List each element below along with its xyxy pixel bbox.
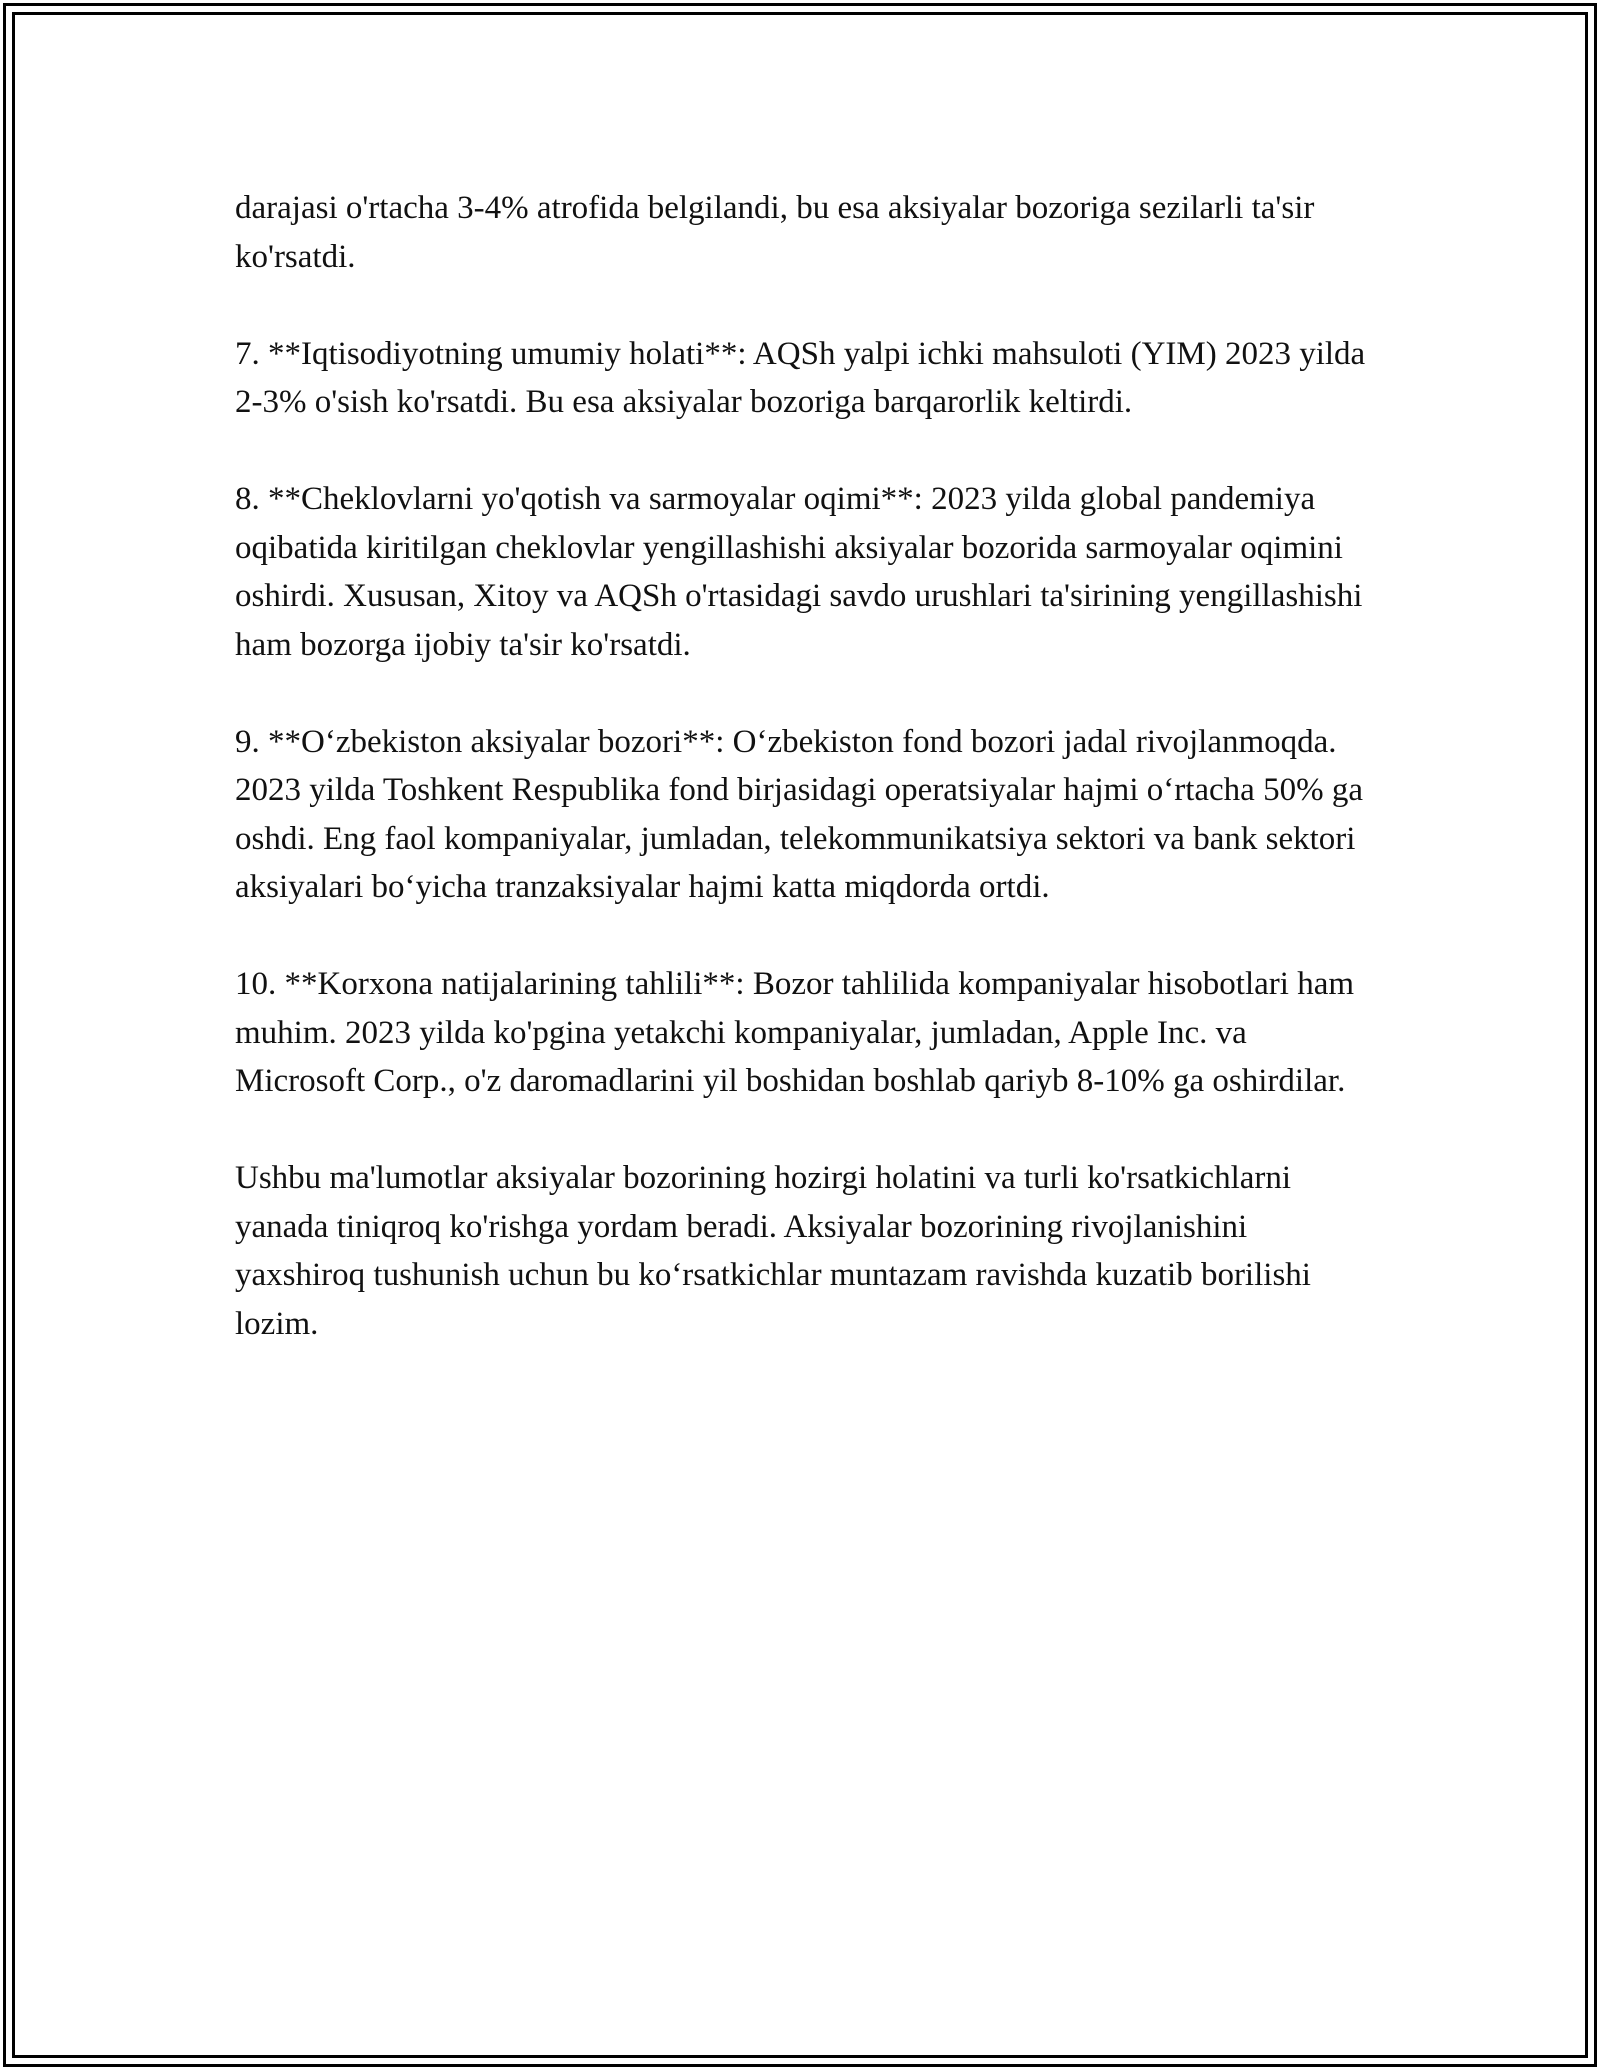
paragraph-continuation: darajasi o'rtacha 3-4% atrofida belgilandi, bu esa aksiyalar bozoriga sezilarli ta'sir ko'rsatdi. <box>235 190 1315 275</box>
paragraph-item-10: 10. **Korxona natijalarining tahlili**: Bozor tahlilida kompaniyalar hisobotlari ham muhim. 2023 yilda ko'pgina yetakchi kompaniyalar, jumladan, Apple Inc. va Microsoft Corp., o'z daromadlarini yil boshidan boshlab qariyb 8-10% ga oshirdilar. <box>235 966 1355 1099</box>
document-body <box>235 184 1380 1348</box>
paragraph-item-8: 8. **Cheklovlarni yo'qotish va sarmoyalar oqimi**: 2023 yilda global pandemiya oqibatida kiritilgan cheklovlar yengillashishi aksiyalar bozorida sarmoyalar oqimini oshirdi. Xususan, Xitoy va AQSh o'rtasidagi savdo urushlari ta'sirining yengillashishi ham bozorga ijobiy ta'sir ko'rsatdi. <box>235 481 1363 663</box>
paragraph-conclusion: Ushbu ma'lumotlar aksiyalar bozorining hozirgi holatini va turli ko'rsatkichlarni yanada tiniqroq ko'rishga yordam beradi. Aksiyalar bozorining rivojlanishini yaxshiroq tushunish uchun bu ko‘rsatkichlar muntazam ravishda kuzatib borilishi lozim. <box>235 1160 1311 1342</box>
paragraph-item-9: 9. **O‘zbekiston aksiyalar bozori**: O‘zbekiston fond bozori jadal rivojlanmoqda. 2023 yilda Toshkent Respublika fond birjasidagi operatsiyalar hajmi o‘rtacha 50% ga oshdi. Eng faol kompaniyalar, jumladan, telekommunikatsiya sektori va bank sektori aksiyalari bo‘yicha tranzaksiyalar hajmi katta miqdorda ortdi. <box>235 723 1363 905</box>
paragraph-item-7: 7. **Iqtisodiyotning umumiy holati**: AQSh yalpi ichki mahsuloti (YIM) 2023 yilda 2-3% o'sish ko'rsatdi. Bu esa aksiyalar bozoriga barqarorlik keltirdi. <box>235 335 1366 420</box>
